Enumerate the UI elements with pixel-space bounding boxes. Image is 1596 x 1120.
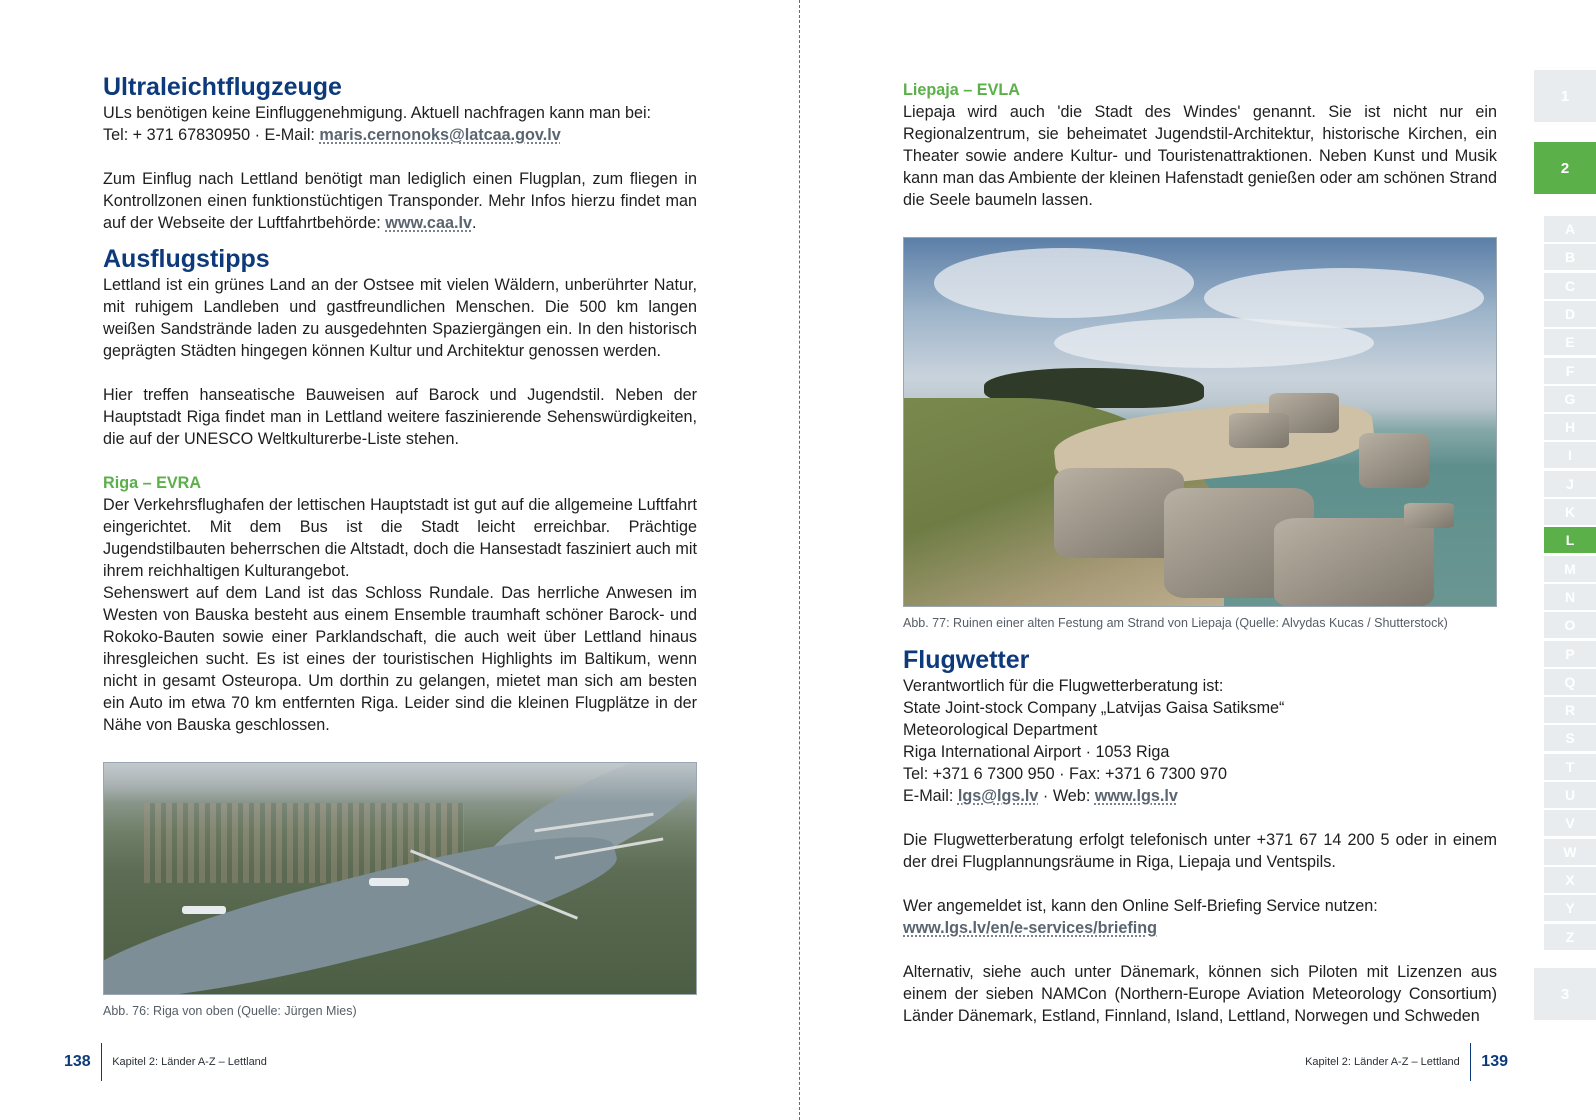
letter-tab-m[interactable]: M	[1544, 556, 1596, 582]
wetter-para4: Alternativ, siehe auch unter Dänemark, können sich Piloten mit Lizenzen aus einem der sieben NAMCon (Northern-Europe Aviation Meteorology Consortium) Länder Dänemark, Estland, Finnland, Island, Lettland, Norwegen und Schweden	[903, 963, 1497, 1025]
wetter-line1: Verantwortlich für die Flugwetterberatung ist:	[903, 677, 1224, 695]
letter-tab-b[interactable]: B	[1544, 244, 1596, 270]
right-footer	[1305, 1042, 1508, 1082]
letter-tab-i[interactable]: I	[1544, 442, 1596, 468]
liepaja-para: Liepaja wird auch 'die Stadt des Windes' genannt. Sie ist nicht nur ein Regionalzentrum, sie beheimatet Jugendstil-Architektur, historische Kirchen, ein Theater sowie andere Kultur- und Touristenattraktionen. Neben Kunst und Musik kann man das Ambiente der kleinen Hafenstadt genießen oder am schönen Strand die Seele baumeln lassen.	[903, 103, 1497, 209]
ul-para2	[103, 168, 697, 234]
wetter-para2: Die Flugwetterberatung erfolgt telefonisch unter +371 67 14 200 5 oder in einem der drei Flugplannungsräume in Riga, Liepaja und Ventspils.	[903, 831, 1497, 871]
letter-tab-n[interactable]: N	[1544, 584, 1596, 610]
letter-tab-d[interactable]: D	[1544, 301, 1596, 327]
heading-liepaja: Liepaja – EVLA	[903, 81, 1020, 99]
heading-ausflugstipps: Ausflugstipps	[103, 245, 270, 273]
letter-tab-t[interactable]: T	[1544, 754, 1596, 780]
tips-para2: Hier treffen hanseatische Bauweisen auf Barock und Jugendstil. Neben der Hauptstadt Riga findet man in Lettland weitere faszinierende Sehenswürdigkeiten, die auf der UNESCO Weltkulturerbe-Liste stehen.	[103, 386, 697, 448]
wetter-para3: Wer angemeldet ist, kann den Online Self-Briefing Service nutzen:	[903, 897, 1378, 915]
letter-tab-r[interactable]: R	[1544, 697, 1596, 723]
letter-tab-z[interactable]: Z	[1544, 924, 1596, 950]
wetter-contact	[903, 785, 1497, 807]
footer-divider	[101, 1043, 103, 1081]
tips-para1: Lettland ist ein grünes Land an der Ostsee mit vielen Wäldern, unberührter Natur, mit ruhigem Landleben und gastfreundlichen Menschen. Die 500 km langen weißen Sandstrände laden zu ausgedehnten Spaziergängen ein. In den historisch geprägten Städten hingegen können Kultur und Architektur genossen werden.	[103, 276, 697, 360]
chapter-tab-1[interactable]: 1	[1534, 70, 1596, 122]
ul-contact-prefix: Tel: + 371 67830950 · E-Mail:	[103, 126, 320, 144]
letter-tab-p[interactable]: P	[1544, 641, 1596, 667]
letter-tab-f[interactable]: F	[1544, 358, 1596, 384]
letter-tab-x[interactable]: X	[1544, 867, 1596, 893]
riga-para1: Der Verkehrsflughafen der lettischen Hauptstadt ist gut auf die allgemeine Luftfahrt eingerichtet. Mit dem Bus ist die Stadt leicht erreichbar. Prächtige Jugendstilbauten beherrschen die Altstadt, doch die Hansestadt fasziniert auch mit ihrem reichhaltigen Kulturangebot.	[103, 496, 697, 580]
letter-tab-v[interactable]: V	[1544, 810, 1596, 836]
footer-divider	[1470, 1043, 1472, 1081]
lgs-email-link[interactable]: lgs@lgs.lv	[957, 787, 1039, 805]
letter-tab-l[interactable]: L	[1544, 527, 1596, 553]
heading-flugwetter: Flugwetter	[903, 646, 1030, 674]
letter-tab-a[interactable]: A	[1544, 216, 1596, 242]
page-gutter	[799, 0, 800, 1120]
letter-tab-g[interactable]: G	[1544, 386, 1596, 412]
letter-tab-w[interactable]: W	[1544, 839, 1596, 865]
letter-tab-u[interactable]: U	[1544, 782, 1596, 808]
heading-ultraleichtflugzeuge: Ultraleichtflugzeuge	[103, 73, 342, 101]
letter-tab-o[interactable]: O	[1544, 612, 1596, 638]
wetter-line4: Riga International Airport · 1053 Riga	[903, 743, 1170, 761]
wetter-line2: State Joint-stock Company „Latvijas Gaisa Satiksme“	[903, 699, 1285, 717]
ul-email-link[interactable]: maris.cernonoks@latcaa.gov.lv	[319, 126, 561, 144]
caa-link[interactable]: www.caa.lv	[385, 214, 472, 232]
wetter-email-prefix: E-Mail:	[903, 787, 958, 805]
right-page-column	[903, 79, 1497, 1027]
letter-tab-y[interactable]: Y	[1544, 895, 1596, 921]
right-chapter-label: Kapitel 2: Länder A-Z – Lettland	[1305, 1056, 1460, 1068]
letter-tab-q[interactable]: Q	[1544, 669, 1596, 695]
ul-contact	[103, 124, 697, 146]
liepaja-photo-caption: Abb. 77: Ruinen einer alten Festung am Strand von Liepaja (Quelle: Alvydas Kucas / Shutterstock)	[903, 616, 1448, 630]
riga-para2: Sehenswert auf dem Land ist das Schloss Rundale. Das herrliche Anwesen im Westen von Bauska besteht aus einem Ensemble traumhaft schöner Barock- und Rokoko-Bauten sowie einer Parklandschaft, die auch weit über Lettland hinaus ihresgleichen sucht. Es ist eines der touristischen Highlights im Baltikum, wenn nicht in gesamt Osteuropa. Um dorthin zu gelangen, mietet man sich am besten ein Auto im etwa 70 km entfernten Riga. Leider sind die kleinen Flugplätze in der Nähe von Bauska geschlossen.	[103, 584, 697, 734]
wetter-line3: Meteorological Department	[903, 721, 1098, 739]
letter-tab-j[interactable]: J	[1544, 471, 1596, 497]
riga-photo-caption: Abb. 76: Riga von oben (Quelle: Jürgen Mies)	[103, 1004, 357, 1018]
thumb-index	[1534, 0, 1596, 1120]
heading-riga: Riga – EVRA	[103, 474, 202, 492]
left-page-column	[103, 72, 697, 1019]
wetter-web-prefix: · Web:	[1038, 787, 1095, 805]
letter-tab-c[interactable]: C	[1544, 273, 1596, 299]
letter-tab-k[interactable]: K	[1544, 499, 1596, 525]
chapter-tab-2[interactable]: 2	[1534, 142, 1596, 194]
right-page-number: 139	[1481, 1053, 1508, 1070]
left-chapter-label: Kapitel 2: Länder A-Z – Lettland	[112, 1056, 267, 1068]
ul-para2-end: .	[471, 214, 477, 232]
letter-tab-h[interactable]: H	[1544, 414, 1596, 440]
briefing-link[interactable]: www.lgs.lv/en/e-services/briefing	[903, 919, 1157, 937]
wetter-line5: Tel: +371 6 7300 950 · Fax: +371 6 7300 970	[903, 765, 1228, 783]
left-page-number: 138	[64, 1053, 91, 1070]
lgs-web-link[interactable]: www.lgs.lv	[1094, 787, 1178, 805]
letter-tab-s[interactable]: S	[1544, 725, 1596, 751]
ul-para2-text: Zum Einflug nach Lettland benötigt man lediglich einen Flugplan, zum fliegen in Kontrollzonen einen funktionstüchtigen Transponder. Mehr Infos hierzu findet man auf der Webseite der Luftfahrtbehörde:	[103, 170, 697, 232]
chapter-tab-3[interactable]: 3	[1534, 968, 1596, 1020]
riga-aerial-photo	[103, 762, 697, 995]
liepaja-coast-photo	[903, 237, 1497, 607]
ul-line1: ULs benötigen keine Einfluggenehmigung. Aktuell nachfragen kann man bei:	[103, 104, 652, 122]
letter-tab-e[interactable]: E	[1544, 329, 1596, 355]
left-footer	[64, 1042, 267, 1082]
